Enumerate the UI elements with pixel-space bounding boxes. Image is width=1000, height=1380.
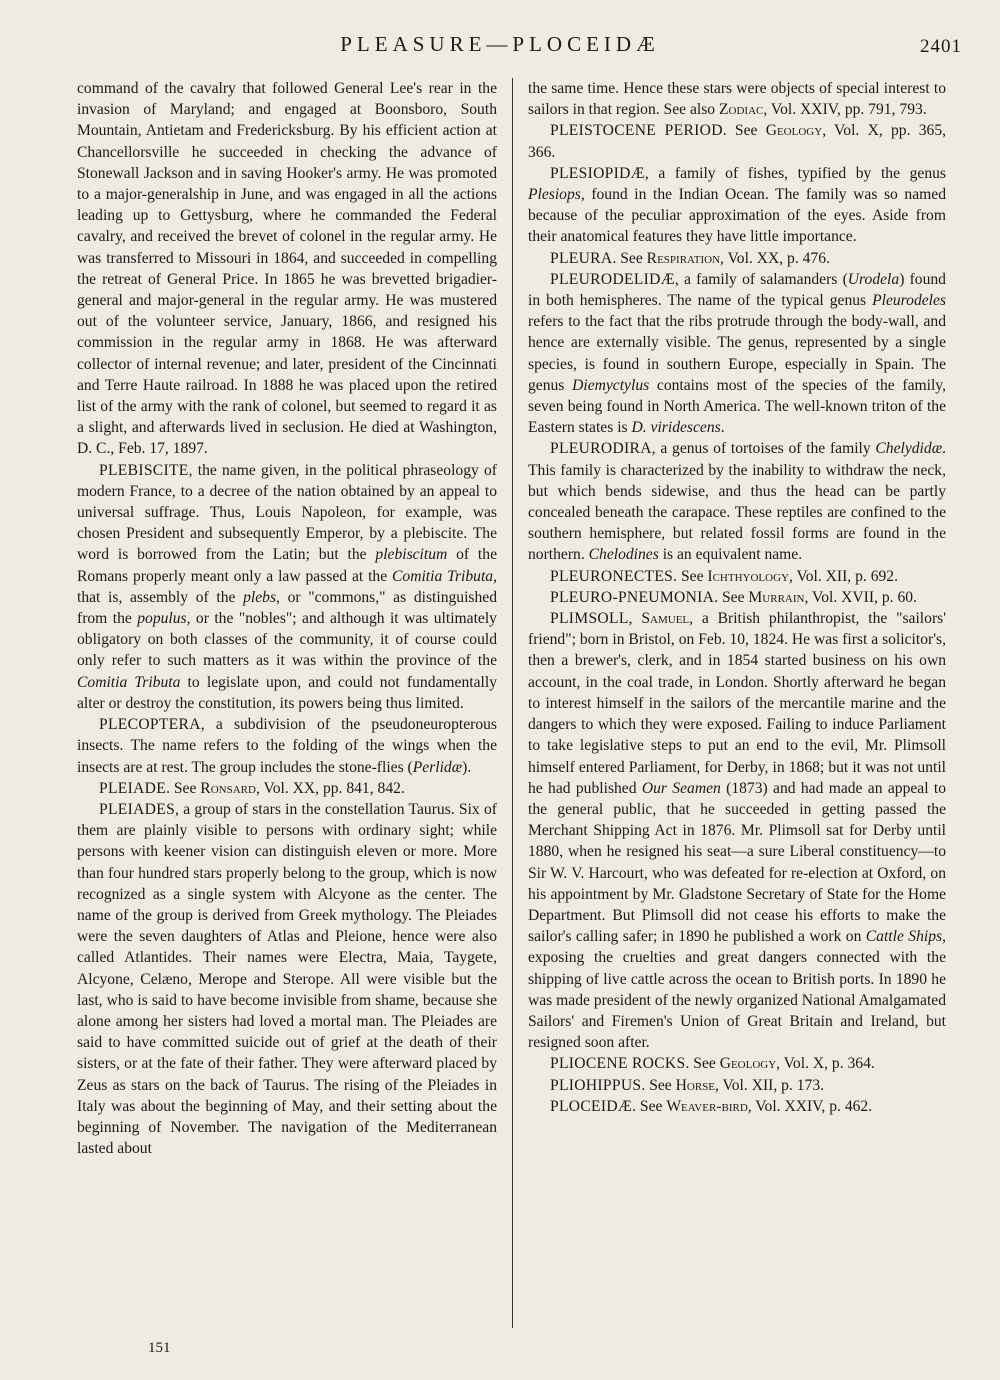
entry-text: . See <box>632 1097 667 1115</box>
entry-plecoptera <box>77 714 497 778</box>
entry-text: . See <box>612 249 647 267</box>
entry-text: , Vol. X, p. 364. <box>776 1055 875 1073</box>
left-column <box>77 78 497 1159</box>
italic-term: Chelydidæ <box>875 440 943 458</box>
entry-plimsoll <box>528 608 946 1053</box>
headword: PLEIADE <box>99 779 167 797</box>
italic-term: Chelodines <box>588 546 659 564</box>
cross-reference: Weaver-bird <box>666 1097 748 1115</box>
entry-text: of the Romans properly meant only a law passed at the <box>77 546 497 585</box>
cross-reference: Zodiac <box>719 101 764 119</box>
entry-text: to legislate upon, and could not fundamentally alter or destroy the constitution, its powers being thus limited. <box>77 673 497 712</box>
given-name: Samuel <box>641 610 690 628</box>
entry-text: contains most of the species of the family, seven being found in North America. The well-known triton of the Eastern states is <box>528 376 946 437</box>
page-number: 2401 <box>920 36 962 57</box>
entry-text: , Vol. X, pp. 365, 366. <box>528 122 947 161</box>
headword: PLIOHIPPUS <box>550 1076 642 1094</box>
italic-term: Our Seamen <box>641 779 721 797</box>
entry-text: is an equivalent name. <box>658 546 803 564</box>
entry-text: , Vol. XXIV, pp. 791, 793. <box>763 101 927 119</box>
entry-text: , Vol. XVII, p. 60. <box>804 588 917 606</box>
entry-text: , the name given, in the political phraseology of modern France, to a decree of the nation obtained by an appeal to universal suffrage. Thus, Louis Napoleon, for example, was chosen President and subsequently Emperor, by a plebiscite. The word is borrowed from the Latin; but the <box>77 461 497 564</box>
entry-text: , Vol. XII, p. 173. <box>715 1076 825 1094</box>
italic-term: Pleurodeles <box>872 292 946 310</box>
headword: PLEURODELIDÆ <box>550 270 675 288</box>
entry-text: . See <box>714 588 749 606</box>
entry-text: , a family of fishes, typified by the genus <box>644 164 946 182</box>
headword: PLIOCENE ROCKS <box>550 1055 686 1073</box>
entry-text: , a family of salamanders ( <box>674 270 848 288</box>
entry-text: , a subdivision of the pseudoneuropterous insects. The name refers to the folding of the wings when the insects are at rest. The group includes the stone-flies ( <box>77 716 497 776</box>
entry-text: , or "commons," as distinguished from the <box>77 588 497 628</box>
italic-term: populus <box>137 610 187 628</box>
entry-text: , <box>628 610 642 628</box>
cross-reference: Geology <box>719 1055 777 1073</box>
headword: PLEIADES <box>99 800 176 818</box>
italic-term: plebiscitum <box>375 546 448 564</box>
italic-term: plebs <box>243 588 277 606</box>
headword: PLECOPTERA <box>99 716 201 734</box>
italic-term: Urodela <box>847 270 900 288</box>
entry-continuation-pleiades <box>528 78 946 120</box>
running-head: PLEASURE—PLOCEIDÆ <box>340 32 660 56</box>
entry-text: . <box>720 419 725 437</box>
entry-plebiscite <box>77 460 497 714</box>
entry-text: the same time. Hence these stars were objects of special interest to sailors in that region. See also <box>528 80 946 119</box>
italic-term: D. viridescens <box>631 419 721 437</box>
italic-term: Comitia Tributa <box>392 567 494 585</box>
headword: PLEISTOCENE PERIOD <box>550 122 723 140</box>
entry-text: ) found in both hemispheres. The name of the typical genus <box>528 270 946 310</box>
entry-text: , Vol. XX, pp. 841, 842. <box>255 779 405 797</box>
entry-text: , a British philanthropist, the "sailors' friend"; born in Bristol, on Feb. 10, 1824. He was first a solicitor's, then a brewer's, clerk, and in 1854 started business on his own account, in the coal trade, in London. Shortly afterward he began to interest himself in the sailors of the mercantile marine and the dangers to which they were exposed. Failing to induce Parliament to take legislative steps to put an end to the evil, Mr. Plimsoll himself entered Parliament, for Derby, in 1868; but it was not until he had published <box>528 610 947 797</box>
entry-text: (1873) and had made an appeal to the general public, that he succeeded in getting passed the Merchant Shipping Act in 1876. Mr. Plimsoll sat for Derby until 1880, when he resigned his seat—a sure Liberal constituency—to Sir W. V. Harcourt, who was defeated for re-election at Oxford, on his appointment by Mr. Gladstone Secretary of State for the Home Department. But Plimsoll did not cease his efforts to make the sailor's calling safer; in 1890 he published a work on <box>528 779 946 946</box>
entry-text: , that is, assembly of the <box>77 567 497 606</box>
cross-reference: Geology <box>765 122 823 140</box>
entry-pliocene-rocks <box>528 1053 946 1074</box>
entry-ploceidae <box>528 1096 946 1117</box>
italic-term: Diemyctylus <box>572 376 650 394</box>
cross-reference: Ronsard <box>200 779 256 797</box>
entry-pleurodelidae <box>528 269 946 439</box>
entry-pleiade <box>77 778 497 799</box>
headword: PLEURO-PNEUMONIA <box>550 588 715 606</box>
cross-reference: Horse <box>675 1076 715 1094</box>
headword: PLEBISCITE <box>99 461 189 479</box>
entry-plesiopidae <box>528 163 946 248</box>
entry-text: , exposing the cruelties and great dangers connected with the shipping of live cattle across the ocean to British ports. In 1890 he was made president of the newly organized National Amalgamated Sailors' and Firemen's Union of Great Britain and Ireland, but resigned soon after. <box>528 928 947 1052</box>
entry-text: . See <box>685 1055 720 1073</box>
entry-text: , or the "nobles"; and although it was ultimately obligatory on both classes of the community, it of course could only refer to such matters as it was within the province of the <box>77 610 497 670</box>
headword: PLEURODIRA <box>550 440 652 458</box>
cross-reference: Murrain <box>748 588 805 606</box>
entry-text: . See <box>722 122 766 140</box>
headword: PLESIOPIDÆ <box>550 164 645 182</box>
entry-pleura <box>528 248 946 269</box>
entry-text: refers to the fact that the ribs protrude through the body-wall, and hence are externally visible. The genus, represented by a single species, is found in southern Europe, especially in Spain. The genus <box>528 313 946 394</box>
entry-pleuronectes <box>528 566 946 587</box>
entry-pleurodira <box>528 438 946 565</box>
entry-text: , a genus of tortoises of the family <box>651 440 876 458</box>
signature-number: 151 <box>148 1340 171 1356</box>
page-header <box>0 32 1000 62</box>
entry-text: . See <box>641 1076 676 1094</box>
entry-text: . This family is characterized by the inability to withdraw the neck, but which bends sidewise, and thus the head can be partly concealed beneath the carapace. These reptiles are confined to the southern hemisphere, but related fossil forms are found in the northern. <box>528 440 946 564</box>
cross-reference: Respiration <box>646 249 721 267</box>
entry-text: . See <box>673 567 708 585</box>
italic-term: Comitia Tributa <box>77 673 181 691</box>
headword: PLEURA <box>550 249 613 267</box>
entry-pleiades <box>77 799 497 1159</box>
italic-term: Plesiops <box>528 186 581 204</box>
headword: PLIMSOLL <box>550 610 629 628</box>
headword: PLEURONECTES <box>550 567 674 585</box>
entry-text: , Vol. XX, p. 476. <box>720 249 830 267</box>
entry-text: . See <box>166 779 201 797</box>
cross-reference: Ichthyology <box>707 567 789 585</box>
entry-text: ). <box>462 758 472 776</box>
entry-pleistocene-period <box>528 120 946 162</box>
headword: PLOCEIDÆ <box>550 1097 633 1115</box>
right-column <box>528 78 946 1117</box>
entry-text: , Vol. XII, p. 692. <box>788 567 898 585</box>
entry-pleuro-pneumonia <box>528 587 946 608</box>
entry-pliohippus <box>528 1075 946 1096</box>
entry-text: , found in the Indian Ocean. The family was so named because of the peculiar approximation of the eyes. Aside from their anatomical features they have little importance. <box>528 186 946 246</box>
italic-term: Perlidæ <box>412 758 463 776</box>
entry-text: , a group of stars in the constellation Taurus. Six of them are plainly visible to persons with ordinary sight; while persons with keener vision can distinguish eleven or more. More than four hundred stars properly belong to the group, which is now recognized as a single system with Alcyone as the center. The name of the group is derived from Greek mythology. The Pleiades were the seven daughters of Atlas and Pleione, hence were also called Atlantides. Their names were Electra, Maia, Taygete, Alcyone, Celæno, Merope and Sterope. All were visible but the last, who is said to have become invisible from shame, because she alone among her sisters had loved a mortal man. The Pleiades are said to have committed suicide out of grief at the death of their sisters, or at the fate of their father. They were afterward placed by Zeus as stars on the back of Taurus. The rising of the Pleiades in Italy was about the beginning of May, and their setting about the beginning of November. The navigation of the Mediterranean lasted about <box>77 800 497 1158</box>
italic-term: Cattle Ships <box>865 928 943 946</box>
entry-text: , Vol. XXIV, p. 462. <box>747 1097 873 1115</box>
entry-continuation-pleasonton: command of the cavalry that followed General Lee's rear in the invasion of Maryland; and engaged at Boonsboro, South Mountain, Antietam and Fredericksburg. By his efficient action at Chancellorsville he succeeded in checking the advance of Stonewall Jackson and in saving Hooker's army. He was promoted to a major-generalship in June, and was engaged in all the actions leading up to Gettysburg, where he commanded the Federal cavalry, and received the brevet of colonel in the regular army. He was transferred to Missouri in 1864, and succeeded in compelling the retreat of General Price. In 1865 he was brevetted brigadier-general and major-general in the regular army. He was mustered out of the volunteer service, January, 1866, and resigned his commission in the regular army in 1868. He was afterward collector of internal revenue; and later, president of the Cincinnati and Terre Haute railroad. In 1888 he was placed upon the retired list of the army with the rank of colonel, but seemed to regard it as a slight, and afterwards lived in seclusion. He died at Washington, D. C., Feb. 17, 1897. <box>77 80 497 458</box>
column-rule <box>512 78 513 1328</box>
